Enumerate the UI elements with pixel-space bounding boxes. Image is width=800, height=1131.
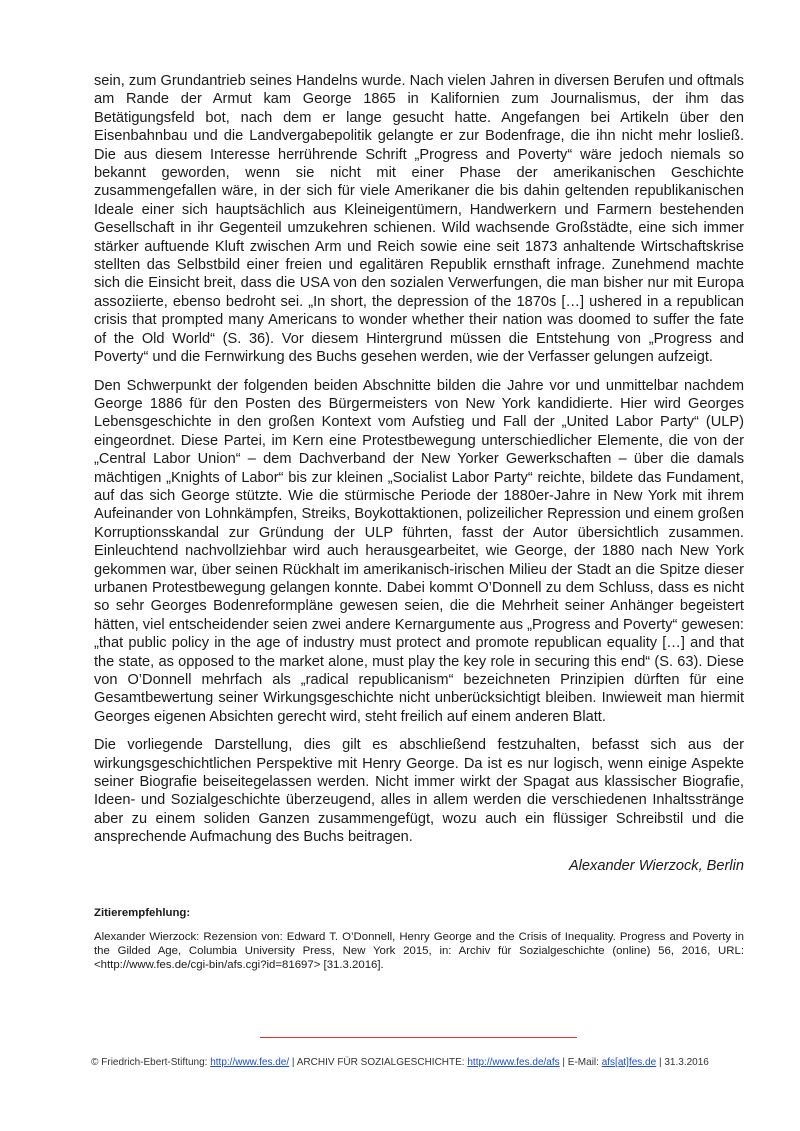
email-link[interactable]: afs[at]fes.de bbox=[601, 1057, 657, 1068]
footer-separator: | bbox=[562, 1057, 566, 1068]
author-signature: Alexander Wierzock, Berlin bbox=[568, 857, 744, 874]
review-paragraph: Den Schwerpunkt der folgenden beiden Abschnitte bilden die Jahre vor und unmittelbar nachdem George 1886 für den Posten des Bürgermeisters von New York kandidierte. Hier wird Georges Lebensgeschichte in den großen Kontext vom Aufstieg und Fall der „United Labor Party“ (ULP) eingeordnet. Diese Partei, im Kern eine Protestbewegung unterschiedlicher Elemente, die von der „Central Labor Union“ – dem Dachverband der New Yorker Gewerkschaften – über die damals mächtigen „Knights of Labor“ bis zur kleinen „Socialist Labor Party“ reichte, bildete das Fundament, auf das sich George stützte. Wie die stürmische Periode der 1880er-Jahre in New York mit ihrem Aufeinander von Lohnkämpfen, Streiks, Boykottaktionen, polizeilicher Repression und einem großen Korruptionsskandal zur Gründung der ULP führten, fasst der Autor übersichtlich zusammen. Einleuchtend nachvollziehbar wird auch herausgearbeitet, wie George, der 1880 nach New York gekommen war, über seinen Rückhalt im amerikanisch-irischen Milieu der Stadt an die Spitze dieser urbanen Protestbewegung gelangen konnte. Dabei kommt O’Donnell zu dem Schluss, dass es nicht so sehr Georges Bodenreformpläne gewesen seien, die die Mehrheit seiner Anhänger begeistert hätten, viel entscheidender seien zwei andere Kernargumente aus „Progress and Poverty“ gewesen: „that public policy in the age of industry must protect and promote republican equality […] and that the state, as opposed to the market alone, must play the key role in securing this end“ (S. 63). Diese von O’Donnell mehrfach als „radical republicanism“ bezeichneten Prinzipien dürften für eine Gesamtbewertung seiner Wirkungsgeschichte nicht unberücksichtigt bleiben. Inwieweit man hiermit Georges eigenen Absichten gerecht wird, steht freilich auf einem anderen Blatt. bbox=[94, 377, 744, 725]
review-paragraph: Die vorliegende Darstellung, dies gilt es abschließend festzuhalten, befasst sich aus der wirkungsgeschichtlichen Perspektive mit Henry George. Da ist es nur logisch, wenn einige Aspekte seiner Biografie beiseitegelassen werden. Nicht immer wirkt der Spagat aus klassischer Biografie, Ideen- und Sozialgeschichte überzeugend, alles in allem werden die verschiedenen Inhaltsstränge aber zu einem soliden Ganzen zusammengefügt, wozu auch ein flüssiger Schreibstil und die ansprechende Aufmachung des Buchs beitragen. bbox=[94, 737, 744, 846]
footer-archive: ARCHIV FÜR SOZIALGESCHICHTE: bbox=[296, 1057, 465, 1068]
footer-divider bbox=[260, 1037, 577, 1038]
archive-link[interactable]: http://www.fes.de/afs bbox=[467, 1057, 560, 1068]
page-footer bbox=[0, 1057, 800, 1069]
citation-heading: Zitierempfehlung: bbox=[94, 907, 191, 919]
citation-block bbox=[94, 906, 744, 972]
publisher-link[interactable]: http://www.fes.de/ bbox=[210, 1057, 290, 1068]
footer-email-label: E-Mail: bbox=[567, 1057, 599, 1068]
footer-publisher: © Friedrich-Ebert-Stiftung: bbox=[91, 1057, 208, 1068]
footer-separator: | bbox=[658, 1057, 662, 1068]
footer-date: 31.3.2016 bbox=[664, 1057, 709, 1068]
footer-separator: | bbox=[291, 1057, 295, 1068]
review-body bbox=[94, 72, 744, 875]
review-paragraph: sein, zum Grundantrieb seines Handelns wurde. Nach vielen Jahren in diversen Berufen und oftmals am Rande der Armut kam George 1865 in Kalifornien zum Journalismus, der ihm das Betätigungsfeld bot, nach dem er lange gesucht hatte. Angefangen bei Artikeln über den Eisenbahnbau und die Landvergabepolitik gelangte er zur Bodenfrage, die ihn nicht mehr losließ. Die aus diesem Interesse herrührende Schrift „Progress and Poverty“ wäre jedoch niemals so bekannt geworden, wenn sie nicht mit einer Phase der amerikanischen Geschichte zusammengefallen wäre, in der sich für viele Amerikaner die bis dahin geltenden republikanischen Ideale einer sich hauptsächlich aus Kleineigentümern, Handwerkern und Farmern bestehenden Gesellschaft in ihr Gegenteil umzukehren schienen. Wild wachsende Großstädte, eine sich immer stärker auftuende Kluft zwischen Arm und Reich sowie eine seit 1873 anhaltende Wirtschaftskrise stellten das Selbstbild einer freien und egalitären Republik ernsthaft infrage. Zunehmend machte sich die Einsicht breit, dass die USA von den sozialen Verwerfungen, die man bisher nur mit Europa assoziierte, ebenso bedroht sei. „In short, the depression of the 1870s […] ushered in a republican crisis that prompted many Americans to wonder whether their nation was doomed to suffer the fate of the Old World“ (S. 36). Vor diesem Hintergrund müssen die Entstehung von „Progress and Poverty“ und die Fernwirkung des Buchs gesehen werden, wie der Verfasser gelungen aufzeigt. bbox=[94, 73, 744, 366]
citation-text: Alexander Wierzock: Rezension von: Edward T. O’Donnell, Henry George and the Crisis of Inequality. Progress and Poverty in the Gilded Age, Columbia University Press, New York 2015, in: Archiv für Sozialgeschichte (online) 56, 2016, URL: <http://www.fes.de/cgi-bin/afs.cgi?id=81697> [31.3.2016]. bbox=[94, 931, 744, 971]
